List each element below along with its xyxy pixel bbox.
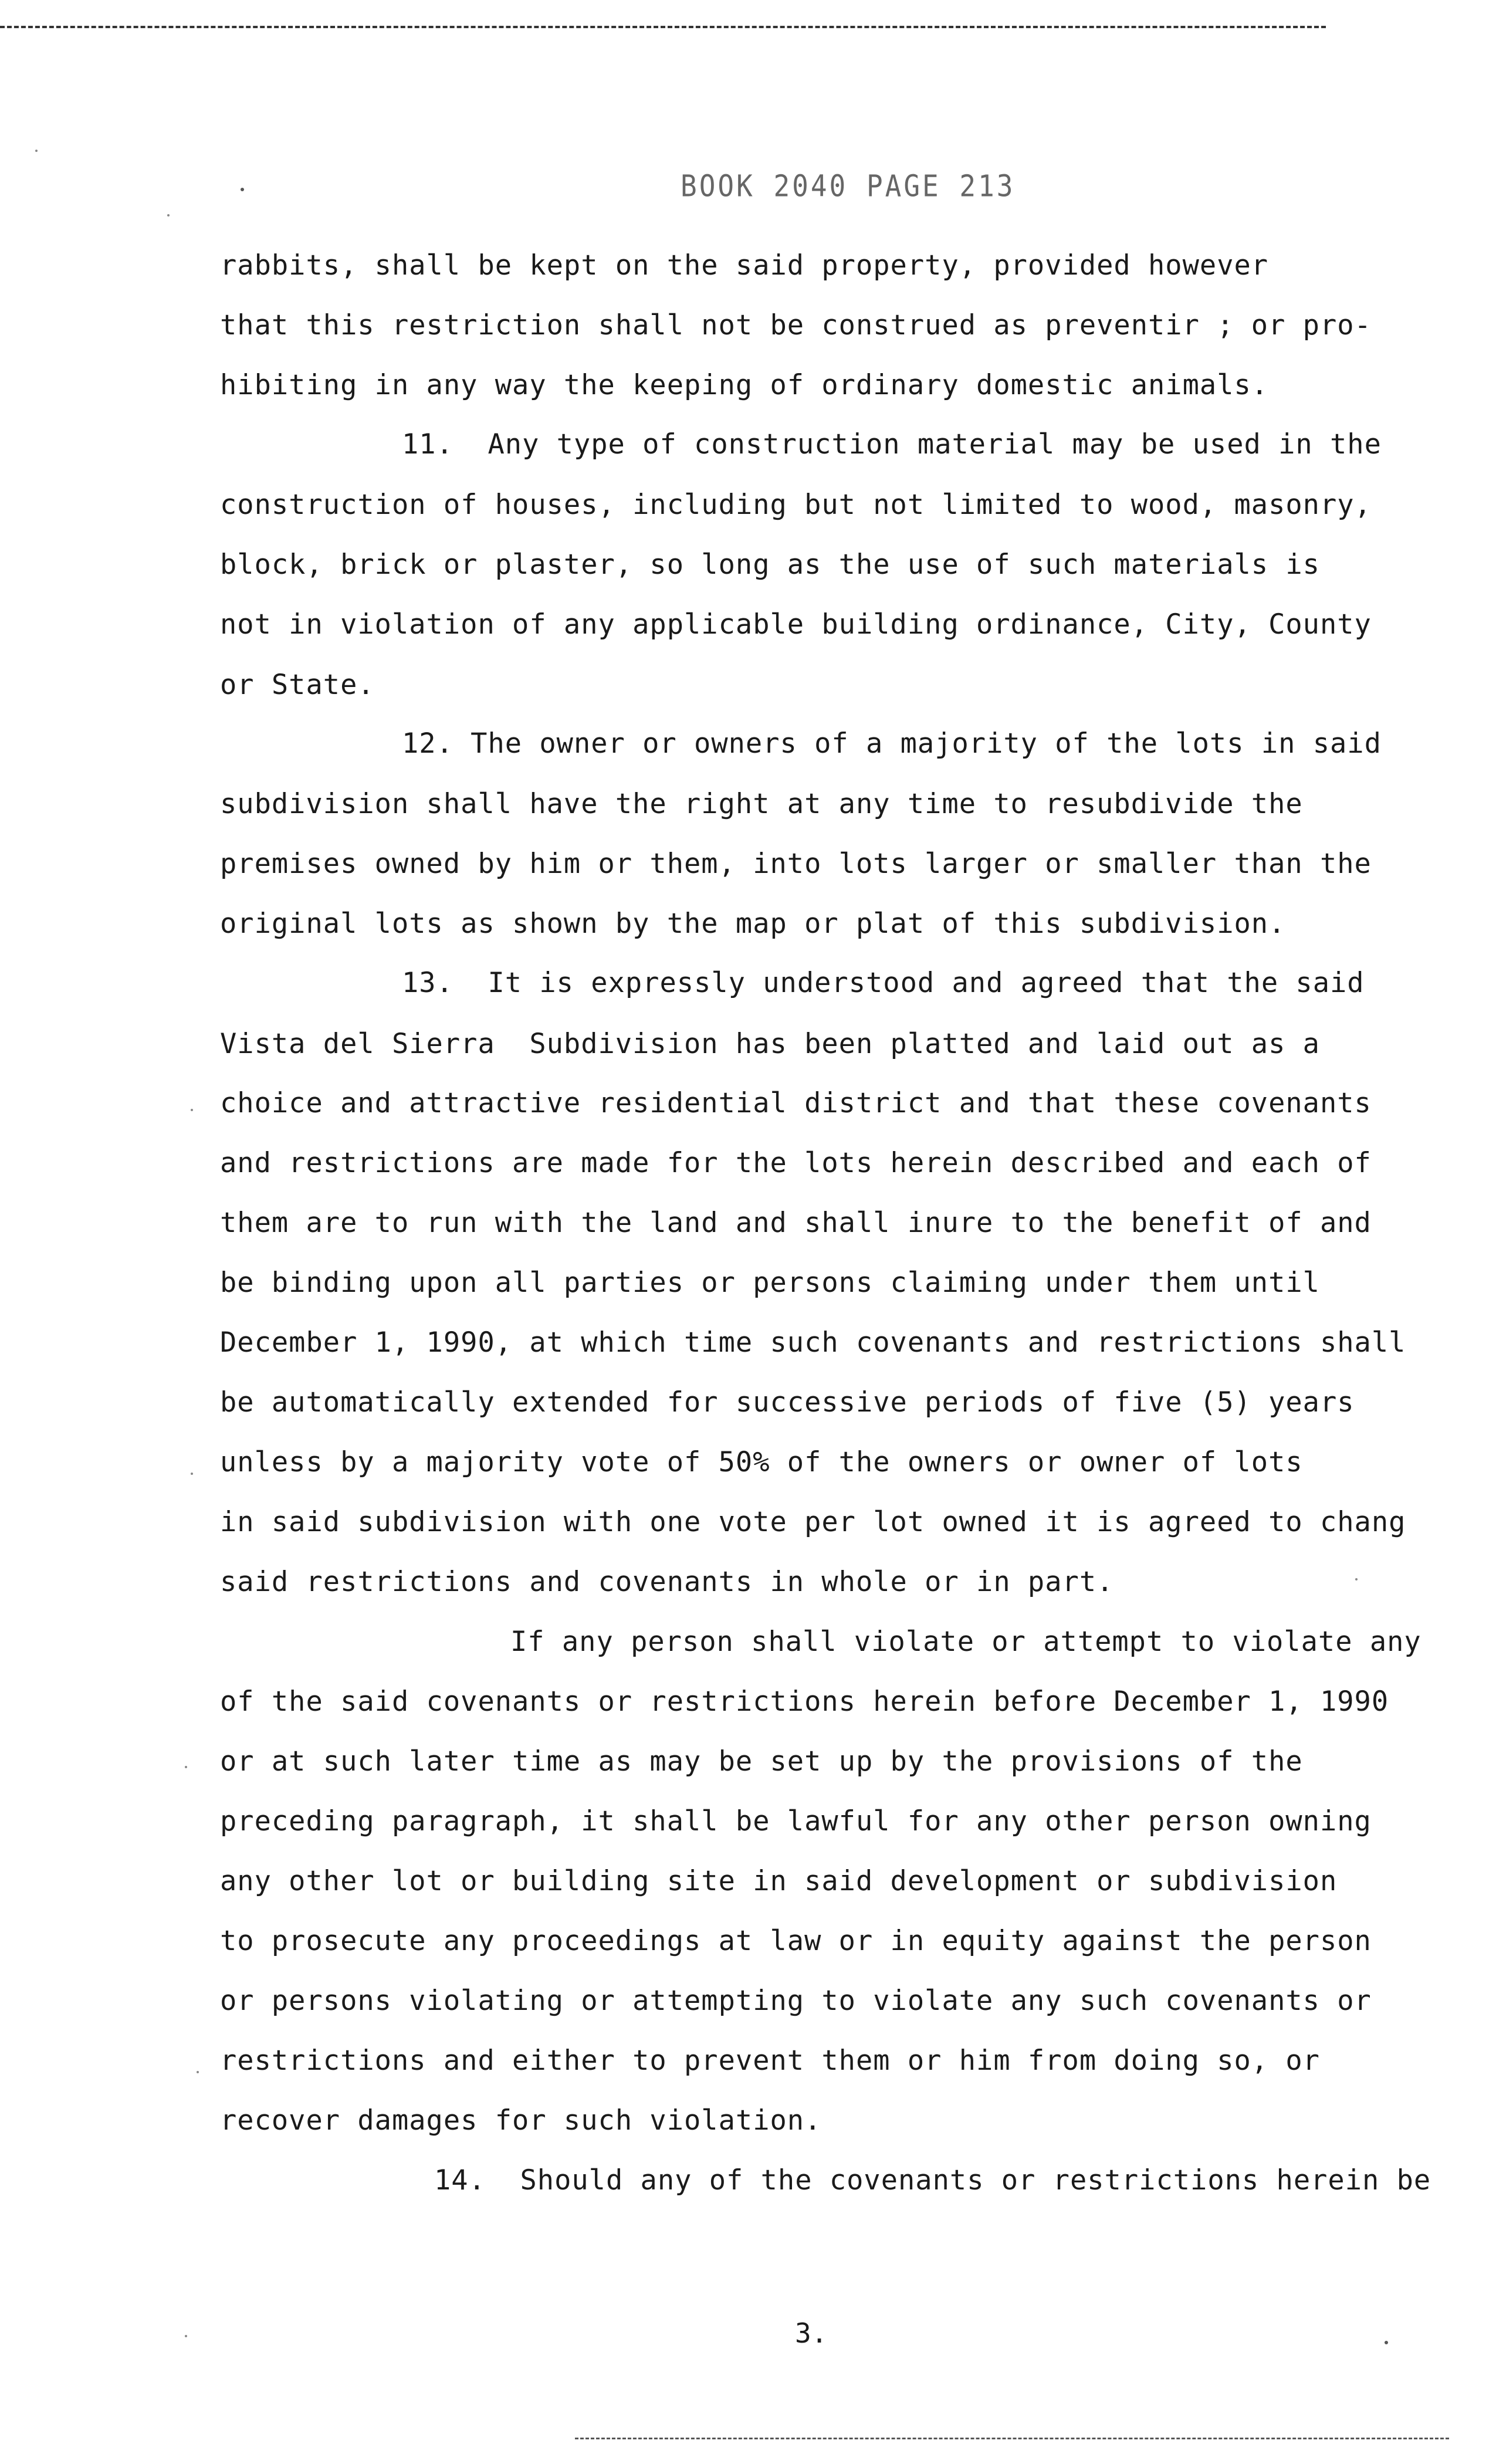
text-line: 13. It is expressly understood and agreed that the said bbox=[402, 967, 1365, 999]
text-line: choice and attractive residential district and that these covenants bbox=[220, 1087, 1372, 1119]
scan-speck bbox=[191, 1473, 193, 1475]
text-line: Vista del Sierra Subdivision has been platted and laid out as a bbox=[220, 1028, 1320, 1060]
scan-speck bbox=[185, 1766, 187, 1768]
text-line: not in violation of any applicable building ordinance, City, County bbox=[220, 608, 1372, 641]
scan-speck bbox=[191, 1109, 193, 1111]
scan-speck bbox=[197, 2071, 199, 2073]
text-line: any other lot or building site in said development or subdivision bbox=[220, 1865, 1338, 1897]
scan-speck bbox=[167, 214, 170, 216]
scan-speck bbox=[241, 188, 244, 191]
scan-speck bbox=[1385, 2341, 1388, 2344]
text-line: them are to run with the land and shall inure to the benefit of and bbox=[220, 1207, 1372, 1239]
text-line: rabbits, shall be kept on the said property, provided however bbox=[220, 249, 1269, 282]
text-line: recover damages for such violation. bbox=[220, 2104, 822, 2137]
text-line: to prosecute any proceedings at law or in equity against the person bbox=[220, 1925, 1372, 1957]
text-line: 14. Should any of the covenants or restrictions herein be bbox=[434, 2164, 1431, 2196]
text-line: unless by a majority vote of 50% of the owners or owner of lots bbox=[220, 1446, 1303, 1478]
text-line: be automatically extended for successive periods of five (5) years bbox=[220, 1386, 1355, 1419]
text-line: be binding upon all parties or persons claiming under them until bbox=[220, 1267, 1320, 1299]
text-line: or at such later time as may be set up by the provisions of the bbox=[220, 1745, 1303, 1778]
text-line: restrictions and either to prevent them or him from doing so, or bbox=[220, 2045, 1320, 2077]
text-line: 12. The owner or owners of a majority of the lots in said bbox=[402, 727, 1382, 760]
text-line: block, brick or plaster, so long as the use of such materials is bbox=[220, 549, 1320, 581]
text-line: or State. bbox=[220, 669, 375, 701]
text-line: in said subdivision with one vote per lot owned it is agreed to chang bbox=[220, 1506, 1406, 1538]
text-line: construction of houses, including but not limited to wood, masonry, bbox=[220, 489, 1372, 521]
page-number: 3. bbox=[795, 2317, 828, 2349]
text-line: and restrictions are made for the lots herein described and each of bbox=[220, 1147, 1372, 1179]
text-line: original lots as shown by the map or plat of this subdivision. bbox=[220, 908, 1286, 940]
text-line: 11. Any type of construction material may be used in the bbox=[402, 428, 1382, 461]
text-line: or persons violating or attempting to violate any such covenants or bbox=[220, 1985, 1372, 2017]
text-line: of the said covenants or restrictions herein before December 1, 1990 bbox=[220, 1685, 1389, 1718]
text-line: hibiting in any way the keeping of ordinary domestic animals. bbox=[220, 369, 1269, 401]
text-line: If any person shall violate or attempt to violate any bbox=[510, 1626, 1421, 1658]
scan-speck bbox=[185, 2335, 187, 2337]
text-line: that this restriction shall not be construed as preventir ; or pro- bbox=[220, 309, 1372, 341]
text-line: preceding paragraph, it shall be lawful for any other person owning bbox=[220, 1805, 1372, 1837]
text-line: subdivision shall have the right at any time to resubdivide the bbox=[220, 788, 1303, 820]
bottom-dashed-rule bbox=[575, 2438, 1449, 2439]
scan-speck bbox=[35, 150, 38, 152]
top-dashed-rule bbox=[0, 26, 1326, 28]
text-line: December 1, 1990, at which time such covenants and restrictions shall bbox=[220, 1326, 1406, 1359]
book-page-stamp: BOOK 2040 PAGE 213 bbox=[681, 168, 1016, 204]
text-line: premises owned by him or them, into lots larger or smaller than the bbox=[220, 848, 1372, 880]
scan-speck bbox=[1355, 1578, 1358, 1580]
text-line: said restrictions and covenants in whole or in part. bbox=[220, 1566, 1114, 1598]
